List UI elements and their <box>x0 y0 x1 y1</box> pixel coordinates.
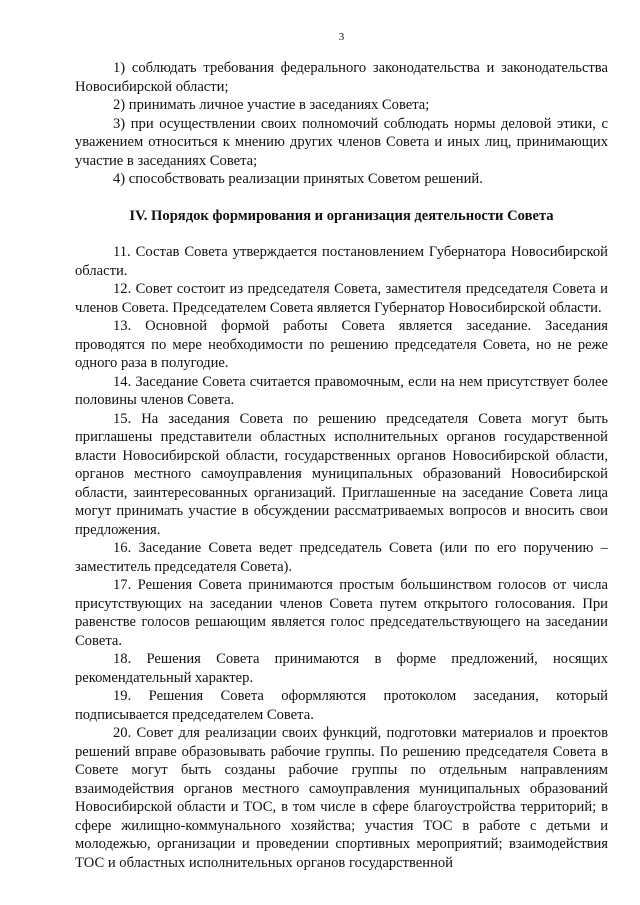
clause-15: 15. На заседания Совета по решению председателя Совета могут быть приглашены представители областных исполнительных органов государственной власти Новосибирской области, государственных органов Новосибирской области, органов местного самоуправления муниципальных образований Новосибирской области, заинтересованных организаций. Приглашенные на заседание Совета лица могут принимать участие в обсуждении рассматриваемых вопросов и вносить свои предложения. <box>75 410 608 538</box>
page-number: 3 <box>338 31 345 43</box>
section-heading: IV. Порядок формирования и организация деятельности Совета <box>129 207 554 224</box>
section-body <box>75 243 608 872</box>
intro-list <box>75 59 608 189</box>
clause-13: 13. Основной формой работы Совета является заседание. Заседания проводятся по мере необходимости по решению председателя Совета, но не реже одного раза в полугодие. <box>75 318 608 371</box>
document-page <box>75 30 608 872</box>
intro-item-4: 4) способствовать реализации принятых Советом решений. <box>113 171 483 187</box>
clause-20: 20. Совет для реализации своих функций, подготовки материалов и проектов решений вправе образовывать рабочие группы. По решению председателя Совета в Совете могут быть созданы рабочие группы по отдельным направлениям взаимодействия органов местного самоуправления муниципальных образований Новосибирской области и ТОС, в том числе в сфере благоустройства территорий; в сфере жилищно-коммунального хозяйства; участия ТОС в работе с детьми и молодежью, организации и проведении спортивных мероприятий; взаимодействия ТОС и областных исполнительных органов государственной <box>75 725 608 871</box>
intro-item-2: 2) принимать личное участие в заседаниях Совета; <box>113 97 430 113</box>
intro-item-1: 1) соблюдать требования федерального законодательства и законодательства Новосибирской области; <box>75 60 608 95</box>
clause-17: 17. Решения Совета принимаются простым большинством голосов от числа присутствующих на заседании членов Совета путем открытого голосования. При равенстве голосов решающим является голос председательствующего на заседании Совета. <box>75 577 608 649</box>
clause-16: 16. Заседание Совета ведет председатель Совета (или по его поручению – заместитель председателя Совета). <box>75 540 608 575</box>
clause-11: 11. Состав Совета утверждается постановлением Губернатора Новосибирской области. <box>75 244 608 279</box>
clause-19: 19. Решения Совета оформляются протоколом заседания, который подписывается председателем Совета. <box>75 688 608 723</box>
clause-18: 18. Решения Совета принимаются в форме предложений, носящих рекомендательный характер. <box>75 651 608 686</box>
intro-item-3: 3) при осуществлении своих полномочий соблюдать нормы деловой этики, с уважением относиться к мнению других членов Совета и иных лиц, принимающих участие в заседаниях Совета; <box>75 115 608 169</box>
clause-14: 14. Заседание Совета считается правомочным, если на нем присутствует более половины членов Совета. <box>75 373 608 408</box>
clause-12: 12. Совет состоит из председателя Совета, заместителя председателя Совета и членов Совета. Председателем Совета является Губернатор Новосибирской области. <box>75 281 608 316</box>
